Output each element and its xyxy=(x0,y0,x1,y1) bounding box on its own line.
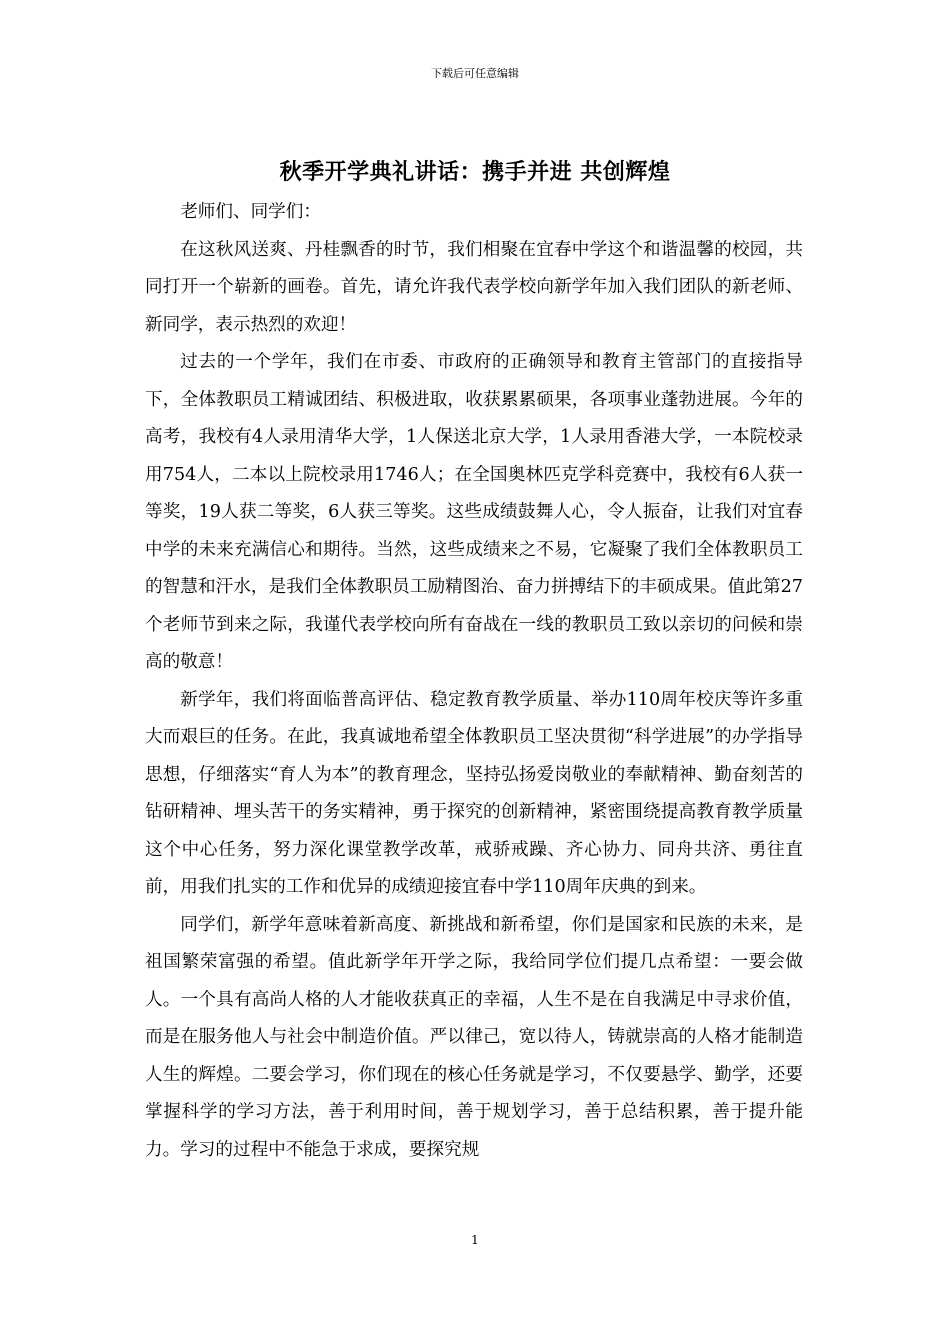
paragraph: 在这秋风送爽、丹桂飘香的时节，我们相聚在宜春中学这个和谐温馨的校园，共同打开一个崭新的画卷。首先，请允许我代表学校向新学年加入我们团队的新老师、新同学，表示热烈的欢迎！ xyxy=(145,239,803,335)
document-title: 秋季开学典礼讲话：携手并进 共创辉煌 xyxy=(279,159,671,185)
page-number: 1 xyxy=(471,1233,479,1247)
paragraph: 新学年，我们将面临普高评估、稳定教育教学质量、举办110周年校庆等许多重大而艰巨的任务。在此，我真诚地希望全体教职员工坚决贯彻“科学进展”的办学指导思想，仔细落实“育人为本”的教育理念，坚持弘扬爱岗敬业的奉献精神、勤奋刻苦的钻研精神、埋头苦干的务实精神，勇于探究的创新精神，紧密围绕提高教育教学质量这个中心任务，努力深化课堂教学改革，戒骄戒躁、齐心协力、同舟共济、勇往直前，用我们扎实的工作和优异的成绩迎接宜春中学110周年庆典的到来。 xyxy=(145,689,803,897)
document-body xyxy=(145,194,803,1169)
greeting: 老师们、同学们： xyxy=(180,202,321,222)
header-note: 下载后可任意编辑 xyxy=(431,67,519,80)
paragraph: 过去的一个学年，我们在市委、市政府的正确领导和教育主管部门的直接指导下，全体教职员工精诚团结、积极进取，收获累累硕果，各项事业蓬勃进展。今年的高考，我校有4人录用清华大学，1人保送北京大学，1人录用香港大学，一本院校录用754人，二本以上院校录用1746人；在全国奥林匹克学科竞赛中，我校有6人获一等奖，19人获二等奖，6人获三等奖。这些成绩鼓舞人心，令人振奋，让我们对宜春中学的未来充满信心和期待。当然，这些成绩来之不易，它凝聚了我们全体教职员工的智慧和汗水，是我们全体教职员工励精图治、奋力拼搏结下的丰硕成果。值此第27个老师节到来之际，我谨代表学校向所有奋战在一线的教职员工致以亲切的问候和崇高的敬意！ xyxy=(145,352,803,672)
paragraph: 同学们，新学年意味着新高度、新挑战和新希望，你们是国家和民族的未来，是祖国繁荣富强的希望。值此新学年开学之际，我给同学位们提几点希望：一要会做人。一个具有高尚人格的人才能收获真正的幸福，人生不是在自我满足中寻求价值，而是在服务他人与社会中制造价值。严以律己，宽以待人，铸就崇高的人格才能制造人生的辉煌。二要会学习，你们现在的核心任务就是学习，不仅要悬学、勤学，还要掌握科学的学习方法，善于利用时间，善于规划学习，善于总结积累，善于提升能力。学习的过程中不能急于求成，要探究规 xyxy=(145,914,803,1160)
